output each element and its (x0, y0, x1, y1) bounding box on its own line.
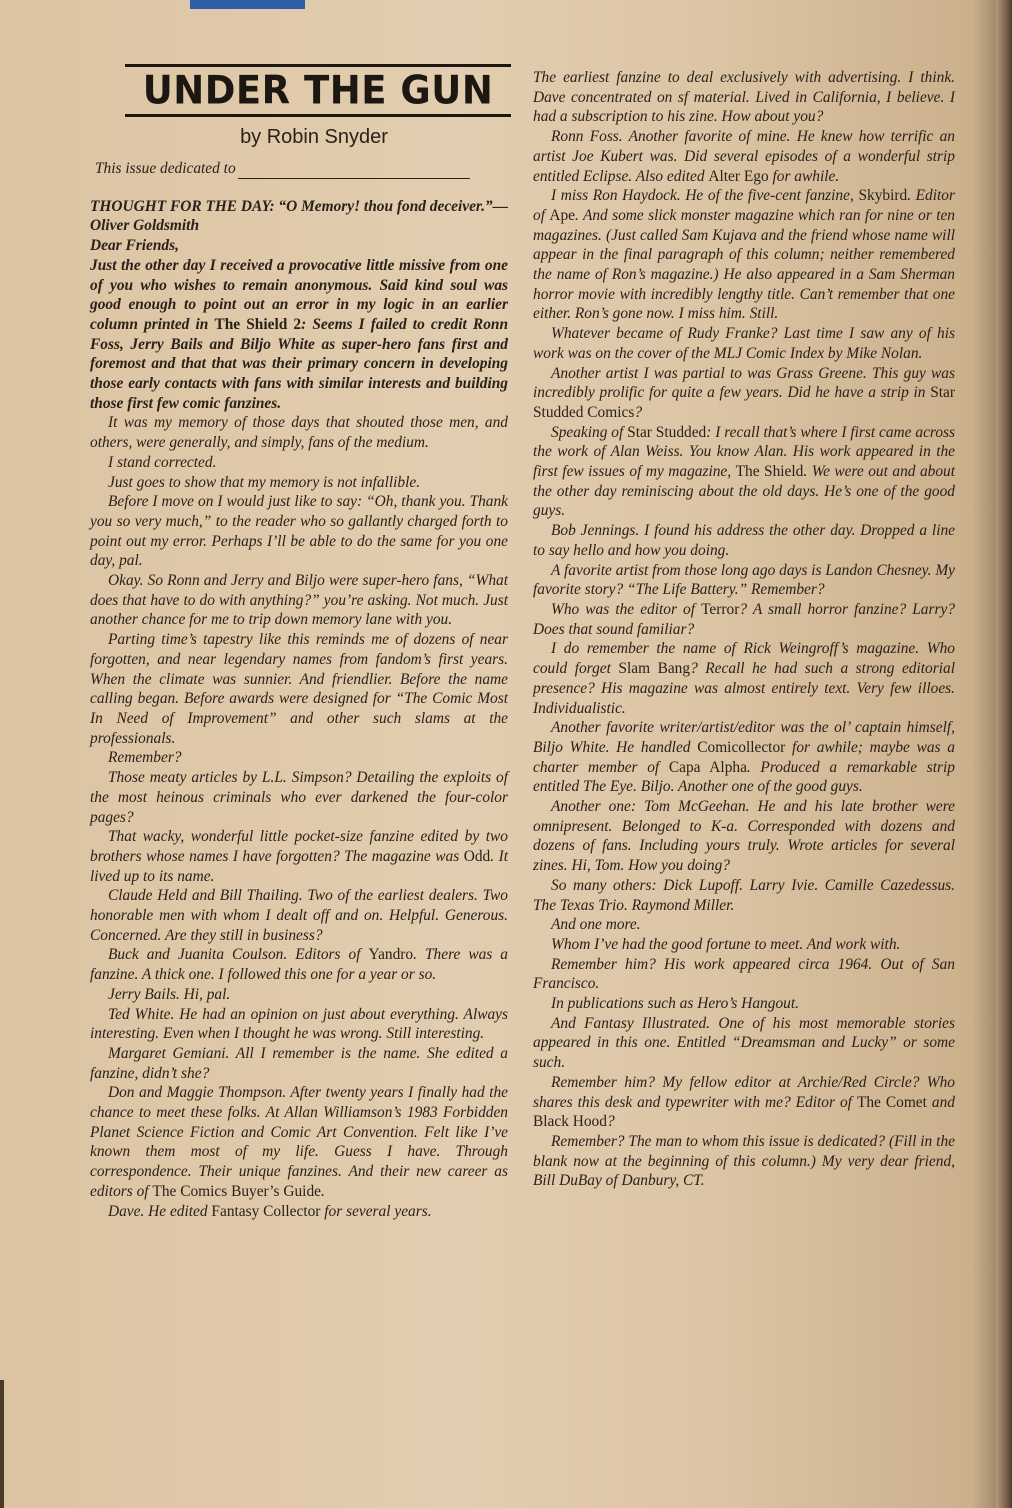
text-run: Ronn Foss. Another favorite of mine. He knew how terrific an artist Joe Kubert was. Did several episodes of a wonderful strip entitled Eclipse. Also edited (533, 128, 955, 185)
text-run: Fantasy Collector (211, 1202, 321, 1220)
paragraph: Remember? (108, 749, 182, 767)
text-run: Who was the editor of (551, 600, 702, 618)
paragraph: Another one: Tom McGeehan. He and his late brother were omnipresent. Belonged to K-a. Corresponded with dozens and dozens of fans. Including yours truly. Wrote articles for several zines. Hi, Tom. How you doing? (533, 798, 955, 875)
text-run: Buck and Juanita Coulson. Editors of (108, 946, 369, 964)
text-run: . And some slick monster magazine which ran for nine or ten magazines. (Just called Sam Kujava and the friend whose name will appear in the final paragraph of this column; neither remembered the name of Ron’s magazine.) He also appeared in a Sam Sherman horror movie with incredibly lengthy title. Can’t remember that one either. Ron’s gone now. I miss him. Still. (533, 206, 955, 323)
text-run: The Shield (735, 463, 804, 481)
paragraph: Before I move on I would just like to say: “Oh, thank you. Thank you so very much,” to the reader who so gallantly charged forth to point out my error. Perhaps I’ll be able to do the same for you one day, pal. (90, 493, 508, 570)
column-title: UNDER THE GUN (142, 67, 494, 114)
text-run: The Comics Buyer’s Guide (152, 1182, 321, 1200)
page-fold-shadow (996, 0, 1012, 1508)
text-run: and (926, 1093, 956, 1111)
paragraph (533, 423, 955, 522)
byline: by Robin Snyder (240, 126, 388, 148)
paragraph: I stand corrected. (108, 453, 217, 471)
right-column (533, 68, 955, 1191)
text-run: for awhile. (768, 167, 840, 185)
title-top-rule (125, 64, 511, 67)
paragraph: Just goes to show that my memory is not infallible. (108, 473, 421, 491)
text-run: . (320, 1182, 325, 1200)
text-run: Another favorite writer/artist/editor was the ol’ captain himself, Biljo White. He handled (533, 719, 955, 756)
salutation: Dear Friends, (90, 237, 179, 255)
paragraph (90, 256, 508, 414)
paragraph: Those meaty articles by L.L. Simpson? Detailing the exploits of the most heinous criminals who ever darkened the four-color pages? (90, 769, 508, 826)
text-run: Star Studded Comics (533, 384, 955, 421)
text-run: Capa Alpha (668, 758, 747, 776)
letter-body (90, 256, 508, 1221)
text-run: . There was a fanzine. A thick one. I followed this one for a year or so. (90, 946, 508, 984)
text-run: Don and Maggie Thompson. After twenty years I finally had the chance to meet these folks. At Allan Williamson’s 1983 Forbidden Planet Science Fiction and Comic Art Convention. Felt like I’ve known them most of my life. Guess I have. Through correspondence. Their unique fanzines. And their new career as editors of (90, 1084, 508, 1200)
text-run: : Seems I failed to credit Ronn Foss, Jerry Bails and Biljo White as super-hero fans first and foremost and that that was their primary concern in developing those early contacts with fans with similar interests and building those first few comic fanzines. (90, 315, 509, 412)
text-run: Just the other day I received a provocative little missive from one of you who wishes to remain anonymous. Said kind soul was good enough to point out an error in my logic in an earlier column printed in (90, 256, 508, 333)
text-run: . We were out and about the other day reminiscing about the old days. He’s one of the good guys. (533, 463, 956, 520)
paragraph (533, 186, 955, 324)
text-run: Terror (701, 600, 740, 618)
paragraph: Margaret Gemiani. All I remember is the name. She edited a fanzine, didn’t she? (90, 1044, 508, 1082)
text-run: Yandro (368, 946, 414, 964)
paragraph: And one more. (551, 916, 641, 934)
paragraph (533, 600, 955, 639)
text-run: : I recall that’s where I first came across the work of Alan Weiss. You know Alan. His work appeared in the first few issues of my magazine, (533, 423, 955, 481)
paragraph: The earliest fanzine to deal exclusively with advertising. I think. Dave concentrated on sf material. Lived in California, I believe. I had a subscription to his zine. How about you? (533, 69, 955, 126)
text-run: Speaking of (551, 423, 628, 441)
blue-tab-marker (190, 0, 305, 9)
text-run: for several years. (320, 1202, 432, 1220)
text-run: ? (606, 1113, 615, 1131)
paragraph (533, 718, 955, 797)
text-run: The Comet (856, 1093, 927, 1111)
paragraph: Claude Held and Bill Thailing. Two of the earliest dealers. Two honorable men with whom I dealt off and on. Helpful. Generous. Concerned. Are they still in business? (90, 887, 508, 944)
text-run: Skybird (858, 187, 908, 205)
text-run: Star Studded (627, 423, 707, 441)
text-run: . It lived up to its name. (90, 847, 508, 885)
paragraph: And Fantasy Illustrated. One of his most memorable stories appeared in this one. Entitled “Dreamsman and Lucky” or some such. (533, 1014, 955, 1072)
paragraph: It was my memory of those days that shouted those men, and others, were generally, and simply, fans of the medium. (90, 414, 508, 452)
paragraph (90, 1083, 508, 1201)
paragraph (533, 639, 955, 718)
text-run: ? (634, 403, 643, 421)
page-edge-shadow (0, 1380, 4, 1508)
text-run: Comicollector (697, 738, 786, 756)
paragraph (90, 1202, 508, 1222)
text-run: for awhile; maybe was a charter member of (533, 738, 955, 776)
text-run: That wacky, wonderful little pocket-size fanzine edited by two brothers whose names I have forgotten? The magazine was (90, 828, 508, 865)
paragraph: Jerry Bails. Hi, pal. (108, 985, 231, 1003)
text-run: Another artist I was partial to was Grass Greene. This guy was incredibly prolific for quite a few years. Did he have a strip in (533, 364, 955, 402)
text-run: Odd (463, 847, 491, 865)
text-run: Alter Ego (708, 167, 769, 185)
paragraph: Remember? The man to whom this issue is dedicated? (Fill in the blank now at the beginning of this column.) My very dear friend, Bill DuBay of Danbury, CT. (533, 1132, 955, 1190)
paragraph: Parting time’s tapestry like this reminds me of dozens of near forgotten, and near legendary names from fandom’s first years. When the climate was sunnier. And friendlier. Before the name calling began. Before awards were designed for “The Comic Most In Need of Improvement” and other such slams at the professionals. (90, 631, 508, 747)
paragraph (533, 1073, 955, 1132)
text-run: . Produced a remarkable strip entitled The Eye. Biljo. Another one of the good guys. (533, 758, 955, 796)
text-run: Ape (549, 206, 576, 224)
paragraph: Remember him? His work appeared circa 1964. Out of San Francisco. (533, 955, 955, 993)
left-column (90, 64, 508, 1221)
text-run: ? Recall he had such a strong editorial presence? His magazine was almost entirely text. Very few illoes. Individualistic. (533, 660, 955, 717)
text-run: Dave. He edited (108, 1202, 212, 1220)
paragraph: So many others: Dick Lupoff. Larry Ivie. Camille Cazedessus. The Texas Trio. Raymond Miller. (533, 876, 955, 914)
text-run: ? A small horror fanzine? Larry? Does that sound familiar? (533, 600, 956, 638)
text-run: . Editor of (533, 187, 955, 224)
paragraph: Ted White. He had an opinion on just about everything. Always interesting. Even when I thought he was wrong. Still interesting. (90, 1005, 508, 1043)
text-run: I miss Ron Haydock. He of the five-cent fanzine, (551, 187, 859, 205)
dedication-line (95, 159, 508, 179)
paragraph (90, 827, 508, 886)
paragraph: A favorite artist from those long ago days is Landon Chesney. My favorite story? “The Life Battery.” Remember? (533, 561, 955, 599)
dedication-label: This issue dedicated to (95, 160, 236, 177)
dedication-blank (238, 164, 470, 179)
paragraph (533, 127, 955, 186)
paragraph (533, 364, 955, 423)
text-run: The Shield 2 (214, 315, 302, 333)
paragraph: Whatever became of Rudy Franke? Last time I saw any of his work was on the cover of the MLJ Comic Index by Mike Nolan. (533, 325, 955, 362)
text-run: Black Hood (533, 1113, 607, 1131)
text-run: I do remember the name of Rick Weingroff’s magazine. Who could forget (533, 640, 955, 678)
thought-for-the-day: THOUGHT FOR THE DAY: “O Memory! thou fond deceiver.”—Oliver Goldsmith (90, 197, 508, 235)
paragraph: Whom I’ve had the good fortune to meet. And work with. (551, 935, 901, 953)
title-bottom-rule (125, 114, 511, 117)
paragraph: Bob Jennings. I found his address the other day. Dropped a line to say hello and how you doing. (533, 522, 955, 559)
text-run: Slam Bang (618, 660, 691, 678)
paragraph: Okay. So Ronn and Jerry and Biljo were super-hero fans, “What does that have to do with anything?” you’re asking. Not much. Just another chance for me to trip down memory lane with you. (90, 572, 508, 629)
paragraph: In publications such as Hero’s Hangout. (551, 995, 799, 1013)
text-run: Remember him? My fellow editor at Archie/Red Circle? Who shares this desk and typewriter with me? Editor of (533, 1073, 955, 1111)
paragraph (90, 945, 508, 984)
